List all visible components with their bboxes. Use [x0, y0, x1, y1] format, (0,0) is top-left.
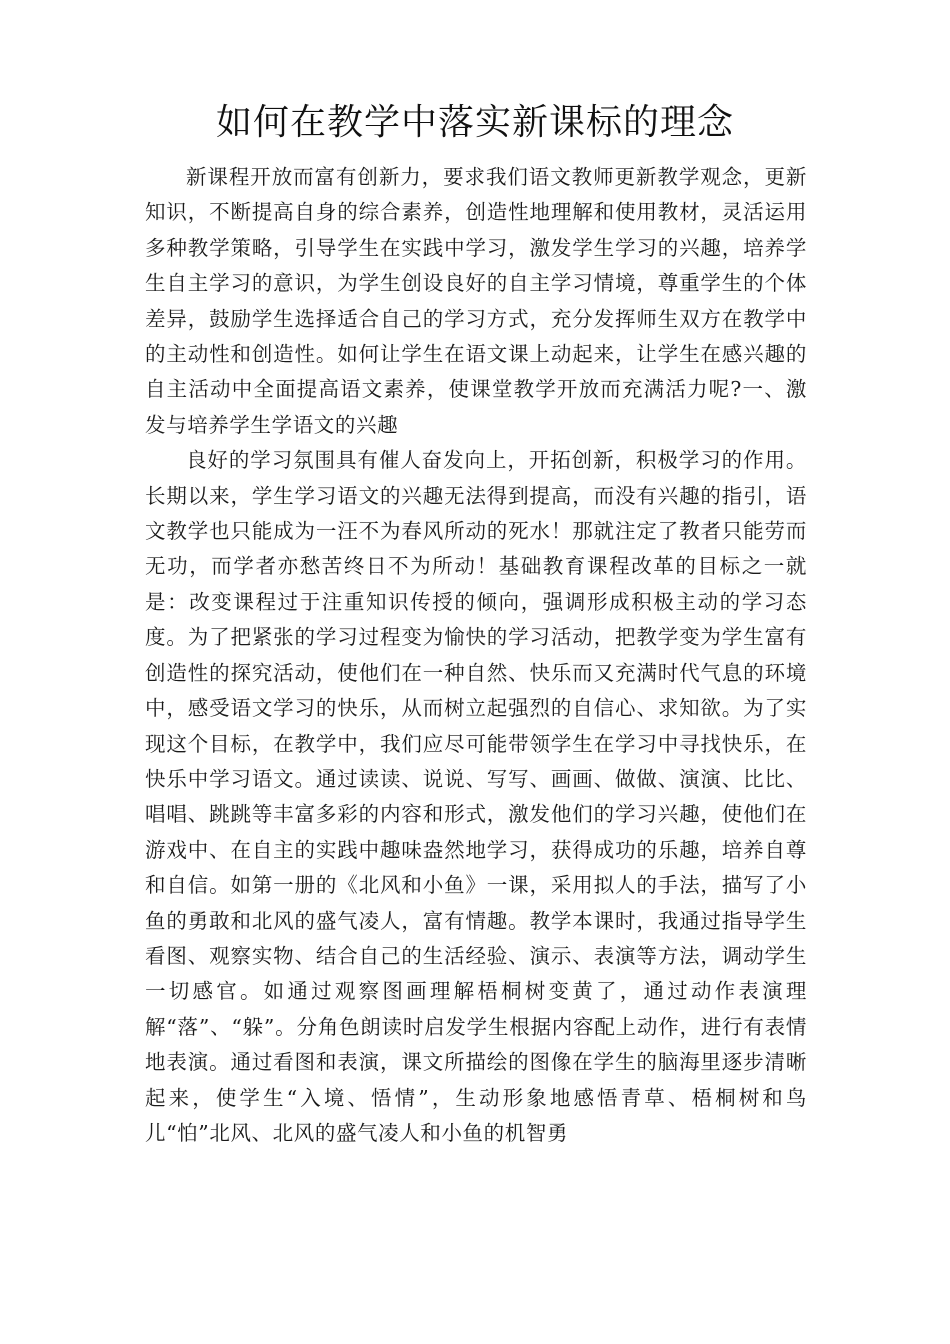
document-body [145, 160, 807, 1151]
document-title: 如何在教学中落实新课标的理念 [215, 102, 734, 143]
paragraph-intro: 新课程开放而富有创新力，要求我们语文教师更新教学观念，更新知识，不断提高自身的综合素养，创造性地理解和使用教材，灵活运用多种教学策略，引导学生在实践中学习，激发学生学习的兴趣，培养学生自主学习的意识，为学生创设良好的自主学习情境，尊重学生的个体差异，鼓励学生选择适合自己的学习方式，充分发挥师生双方在教学中的主动性和创造性。如何让学生在语文课上动起来，让学生在感兴趣的自主活动中全面提高语文素养，使课堂教学开放而充满活力呢?一、激发与培养学生学语文的兴趣 [145, 165, 807, 437]
paragraph-interest: 良好的学习氛围具有催人奋发向上，开拓创新，积极学习的作用。长期以来，学生学习语文的兴趣无法得到提高，而没有兴趣的指引，语文教学也只能成为一汪不为春风所动的死水！那就注定了教者只能劳而无功，而学者亦愁苦终日不为所动！基础教育课程改革的目标之一就是：改变课程过于注重知识传授的倾向，强调形成积极主动的学习态度。为了把紧张的学习过程变为愉快的学习活动，把教学变为学生富有创造性的探究活动，使他们在一种自然、快乐而又充满时代气息的环境中，感受语文学习的快乐，从而树立起强烈的自信心、求知欲。为了实现这个目标，在教学中，我们应尽可能带领学生在学习中寻找快乐，在快乐中学习语文。通过读读、说说、写写、画画、做做、演演、比比、唱唱、跳跳等丰富多彩的内容和形式，激发他们的学习兴趣，使他们在游戏中、在自主的实践中趣味盎然地学习，获得成功的乐趣，培养自尊和自信。如第一册的《北风和小鱼》一课，采用拟人的手法，描写了小鱼的勇敢和北风的盛气凌人，富有情趣。教学本课时，我通过指导学生看图、观察实物、结合自己的生活经验、演示、表演等方法，调动学生一切感官。如通过观察图画理解梧桐树变黄了，通过动作表演理解“落”、“躲”。分角色朗读时启发学生根据内容配上动作，进行有表情地表演。通过看图和表演，课文所描绘的图像在学生的脑海里逐步清晰起来，使学生“入境、悟情”，生动形象地感悟青草、梧桐树和鸟儿“怕”北风、北风的盛气凌人和小鱼的机智勇 [145, 448, 807, 1145]
